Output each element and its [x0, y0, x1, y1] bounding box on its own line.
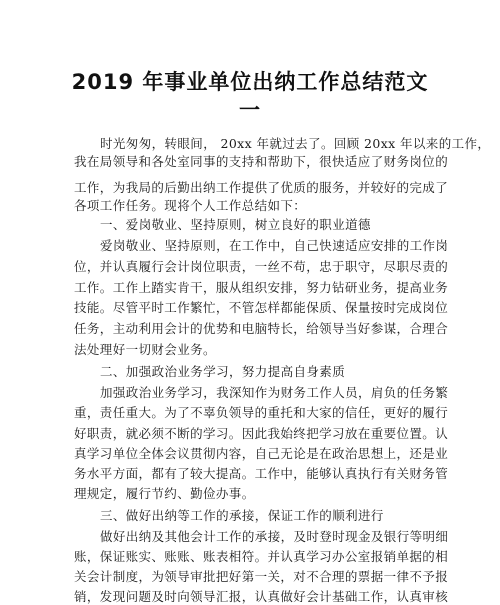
paragraph-line: 各项工作任务。现将个人工作总结如下：: [74, 198, 307, 213]
paragraph-line: 时光匆匆，转眼间， 20xx 年就过去了。回顾 20xx 年以来的工作，: [100, 136, 491, 151]
paragraph-line: 技能。尽管平时工作繁忙，不管怎样都能保质、保量按时完成岗位: [74, 300, 449, 315]
paragraph-line: 做好出纳及其他会计工作的承接，及时登时现金及银行等明细: [100, 529, 449, 544]
paragraph-line: 位，并认真履行会计岗位职责，一丝不苟，忠于职守，尽职尽责的: [74, 259, 449, 274]
paragraph-line: 真学习单位全体会议贯彻内容，自己无论是在政治思想上，还是业: [74, 446, 449, 461]
document-title-line-2: 一: [239, 98, 261, 122]
paragraph-line: 务水平方面，都有了较大提高。工作中，能够认真执行有关财务管: [74, 466, 449, 481]
paragraph-line: 重，责任重大。为了不辜负领导的重托和大家的信任，更好的履行: [74, 405, 449, 420]
section-heading: 一、爱岗敬业、坚持原则，树立良好的职业道德: [100, 217, 371, 232]
paragraph-line: 销，发现问题及时向领导汇报，认真做好会计基础工作，认真审核: [74, 589, 449, 604]
paragraph-line: 理规定，履行节约、勤俭办事。: [74, 486, 255, 501]
paragraph-line: 账，保证账实、账账、账表相符。并认真学习办公室报销单据的相: [74, 549, 449, 564]
document-title-line-1: 2019 年事业单位出纳工作总结范文: [71, 70, 429, 94]
section-heading: 二、加强政治业务学习，努力提高自身素质: [100, 364, 346, 379]
paragraph-line: 工作，为我局的后勤出纳工作提供了优质的服务，并较好的完成了: [74, 180, 449, 195]
paragraph-line: 好职责，就必须不断的学习。因此我始终把学习放在重要位置。认: [74, 426, 449, 441]
section-heading: 三、做好出纳等工作的承接，保证工作的顺利进行: [100, 508, 384, 523]
paragraph-line: 爱岗敬业、坚持原则，在工作中，自己快速适应安排的工作岗: [100, 238, 449, 253]
paragraph-line: 关会计制度，为领导审批把好第一关，对不合理的票据一律不予报: [74, 569, 449, 584]
paragraph-line: 加强政治业务学习，我深知作为财务工作人员，肩负的任务繁: [100, 385, 449, 400]
paragraph-line: 法处理好一切财会业务。: [74, 342, 216, 357]
paragraph-line: 工作。工作上踏实肯干，服从组织安排，努力钻研业务，提高业务: [74, 280, 449, 295]
paragraph-line: 我在局领导和各处室同事的支持和帮助下，很快适应了财务岗位的: [74, 154, 449, 169]
paragraph-line: 任务，主动利用会计的优势和电脑特长，给领导当好参谋，合理合: [74, 321, 449, 336]
